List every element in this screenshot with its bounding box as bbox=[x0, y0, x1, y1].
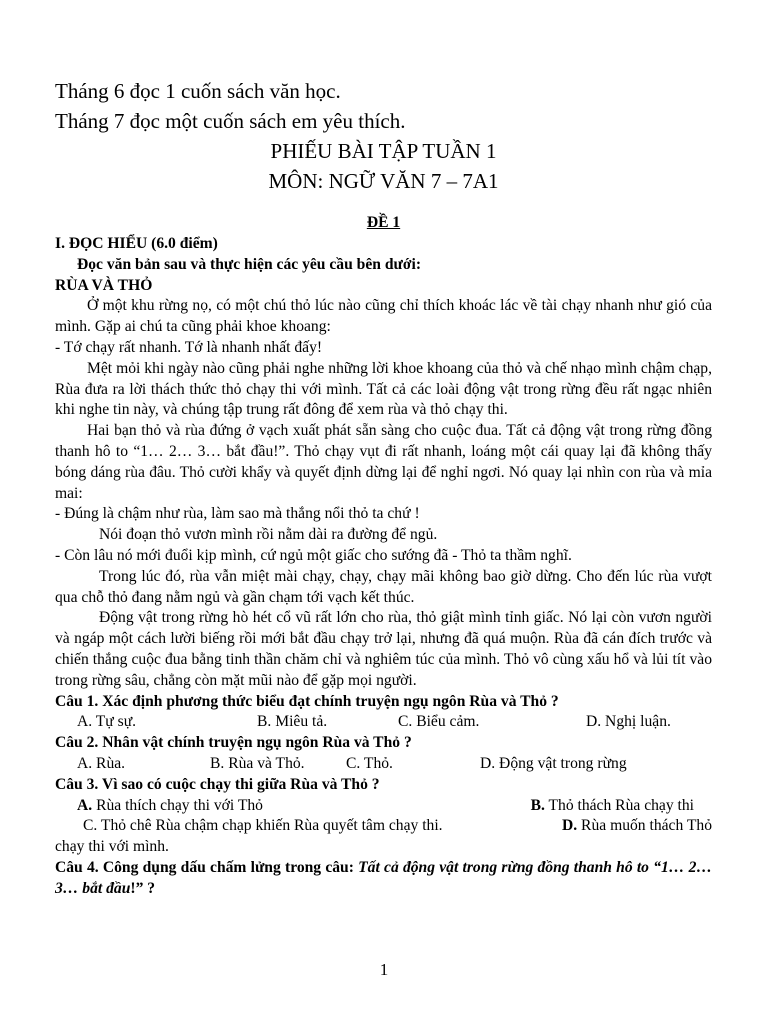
option-b: B. Rùa và Thỏ. bbox=[210, 754, 305, 772]
subject-title: MÔN: NGỮ VĂN 7 – 7A1 bbox=[268, 169, 499, 193]
question-2: Câu 2. Nhân vật chính truyện ngụ ngôn Rùa và Thỏ ? bbox=[55, 734, 412, 752]
option-a: A. Rùa. bbox=[77, 754, 126, 772]
story-dialogue: - Tớ chạy rất nhanh. Tớ là nhanh nhất đấy! bbox=[55, 338, 323, 356]
page-number: 1 bbox=[379, 960, 389, 979]
question-3: Câu 3. Vì sao có cuộc chạy thi giữa Rùa và Thỏ ? bbox=[55, 775, 380, 793]
option-d: D. Rùa muốn thách Thỏ bbox=[561, 817, 712, 835]
question-4: Câu 4. Công dụng dấu chấm lửng trong câu: Tất cả động vật trong rừng đồng thanh hô to “1… 2… 3… bắt đầu!” ? bbox=[55, 858, 713, 897]
story-paragraph: Hai bạn thỏ và rùa đứng ở vạch xuất phát sẵn sàng cho cuộc đua. Tất cả động vật trong rừng đồng thanh hô to “1… 2… 3… bắt đầu!”. Thỏ chạy vụt đi rất nhanh, loáng một cái quay lại đã không thấy bóng dáng rùa đâu. Thỏ cười khẩy và quyết định dừng lại để nghỉ ngơi. Nó quay lại nhìn con rùa và mỉa mai: bbox=[55, 422, 712, 502]
worksheet-title: PHIẾU BÀI TẬP TUẦN 1 bbox=[270, 139, 497, 163]
option-c: C. Thỏ chê Rùa chậm chạp khiến Rùa quyết tâm chạy thi. bbox=[83, 817, 443, 835]
story-paragraph: Nói đoạn thỏ vươn mình rồi nằm dài ra đường để ngủ. bbox=[99, 526, 438, 544]
option-d: D. Nghị luận. bbox=[586, 713, 671, 731]
option-b: B. Miêu tả. bbox=[257, 713, 328, 731]
option-d: D. Động vật trong rừng bbox=[480, 754, 627, 772]
header-line-2: Tháng 7 đọc một cuốn sách em yêu thích. bbox=[55, 109, 406, 133]
question-2-options bbox=[55, 754, 712, 775]
question-3-options-row-2 bbox=[55, 816, 712, 837]
exam-number: ĐỀ 1 bbox=[366, 214, 401, 231]
header-line-1: Tháng 6 đọc 1 cuốn sách văn học. bbox=[55, 79, 341, 103]
story-paragraph: Trong lúc đó, rùa vẫn miệt mài chạy, chạy, chạy mãi không bao giờ dừng. Cho đến lúc rùa vượt qua chỗ thỏ đang nằm ngủ và gần chạm tới vạch kết thúc. bbox=[55, 567, 712, 606]
option-a: A. Tự sự. bbox=[77, 713, 137, 731]
question-1-options bbox=[55, 712, 712, 733]
story-dialogue: - Còn lâu nó mới đuổi kịp mình, cứ ngủ một giấc cho sướng đã - Thỏ ta thầm nghĩ. bbox=[55, 546, 572, 564]
document-page bbox=[55, 76, 712, 900]
section-heading: I. ĐỌC HIỂU (6.0 điểm) bbox=[55, 235, 218, 252]
story-title: RÙA VÀ THỎ bbox=[55, 276, 153, 294]
option-d-continued: chạy thi với mình. bbox=[55, 838, 169, 856]
story-paragraph: Động vật trong rừng hò hét cổ vũ rất lớn cho rùa, thỏ giật mình tỉnh giấc. Nó lại còn vươn người và ngáp một cách lười biếng rồi mới bắt đầu chạy trở lại, nhưng đã quá muộn. Rùa đã cán đích trước và chiến thắng cuộc đua bằng tinh thần chăm chỉ và nghiêm túc của mình. Thỏ vô cùng xấu hổ và lủi tít vào trong rừng sâu, chẳng còn mặt mũi nào để gặp mọi người. bbox=[55, 609, 712, 689]
option-a: A. Rùa thích chạy thi với Thỏ bbox=[77, 796, 263, 814]
instruction: Đọc văn bản sau và thực hiện các yêu cầu bên dưới: bbox=[77, 255, 422, 273]
question-3-options-row-1 bbox=[55, 796, 712, 817]
story-paragraph: Mệt mỏi khi ngày nào cũng phải nghe những lời khoe khoang của thỏ và chế nhạo mình chậm chạp, Rùa đưa ra lời thách thức thỏ chạy thi với mình. Tất cả các loài động vật trong rừng đều rất ngạc nhiên khi nghe tin này, và chúng tập trung rất đông để xem rùa và thỏ chạy thi. bbox=[55, 359, 712, 419]
story-paragraph: Ở một khu rừng nọ, có một chú thỏ lúc nào cũng chỉ thích khoác lác về tài chạy nhanh như gió của mình. Gặp ai chú ta cũng phải khoe khoang: bbox=[55, 297, 712, 336]
option-c: C. Biểu cảm. bbox=[398, 713, 480, 731]
option-b: B. Thỏ thách Rùa chạy thi bbox=[530, 796, 694, 814]
story-dialogue: - Đúng là chậm như rùa, làm sao mà thắng nổi thỏ ta chứ ! bbox=[55, 505, 420, 523]
option-c: C. Thỏ. bbox=[346, 754, 393, 772]
question-1: Câu 1. Xác định phương thức biểu đạt chính truyện ngụ ngôn Rùa và Thỏ ? bbox=[55, 692, 559, 710]
